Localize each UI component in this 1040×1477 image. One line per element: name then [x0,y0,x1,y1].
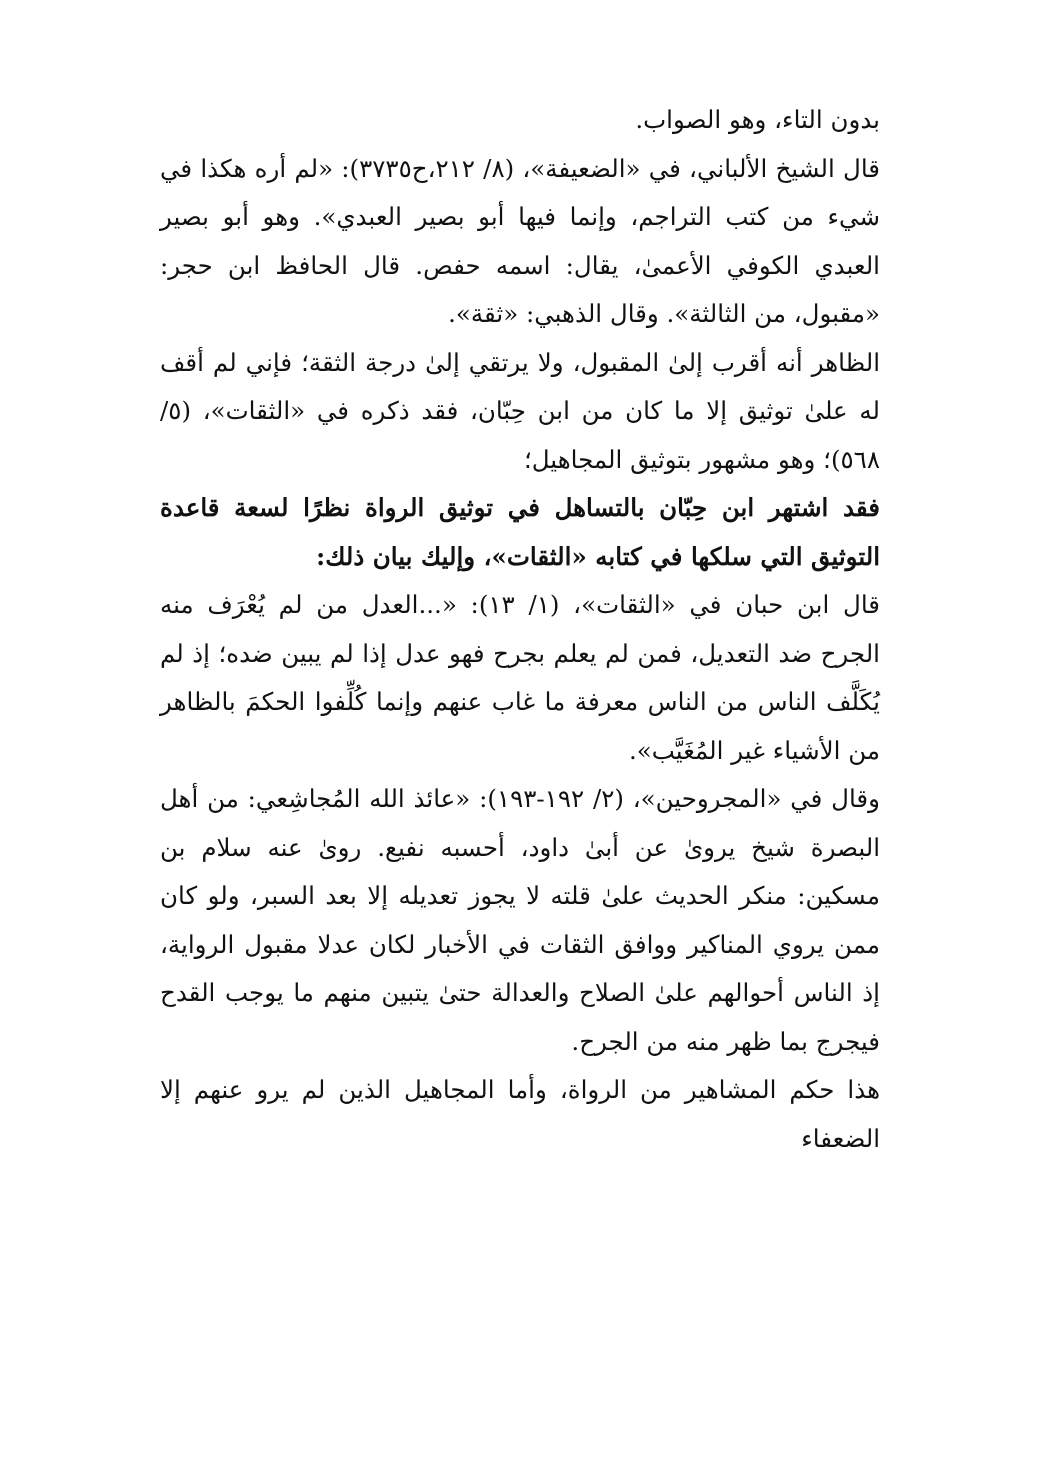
paragraph-3: الظاهر أنه أقرب إلىٰ المقبول، ولا يرتقي إلىٰ درجة الثقة؛ فإني لم أقف له علىٰ توثيق إلا ما كان من ابن حِبّان، فقد ذكره في «الثقات»، (٥/ ٥٦٨)؛ وهو مشهور بتوثيق المجاهيل؛ [160,347,880,474]
paragraph-7: هذا حكم المشاهير من الرواة، وأما المجاهيل الذين لم يرو عنهم إلا الضعفاء [160,1075,880,1153]
paragraph-6: وقال في «المجروحين»، (٢/ ١٩٢-١٩٣): «عائذ الله المُجاشِعي: من أهل البصرة شيخ يروىٰ عن أبىٰ داود، أحسبه نفيع. روىٰ عنه سلام بن مسكين: منكر الحديث علىٰ قلته لا يجوز تعديله إلا بعد السبر، ولو كان ممن يروي المناكير ووافق الثقات في الأخبار لكان عدلا مقبول الرواية، إذ الناس أحوالهم علىٰ الصلاح والعدالة حتىٰ يتبين منهم ما يوجب القدح فيجرج بما ظهر منه من الجرح. [160,784,880,1056]
paragraph-4-bold: فقد اشتهر ابن حِبّان بالتساهل في توثيق الرواة نظرًا لسعة قاعدة التوثيق التي سلكها في كتابه «الثقات»، وإليك بيان ذلك: [160,493,880,571]
paragraph-2: قال الشيخ الألباني، في «الضعيفة»، (٨/ ٢١٢،ح٣٧٣٥): «لم أره هكذا في شيء من كتب التراجم، وإنما فيها أبو بصير العبدي». وهو أبو بصير العبدي الكوفي الأعمىٰ، يقال: اسمه حفص. قال الحافظ ابن حجر: «مقبول، من الثالثة». وقال الذهبي: «ثقة». [160,153,881,328]
paragraph-1: بدون التاء، وهو الصواب. [635,105,880,134]
page-body [160,96,880,1163]
paragraph-5: قال ابن حبان في «الثقات»، (١/ ١٣): «...العدل من لم يُعْرَف منه الجرح ضد التعديل، فمن لم يعلم بجرح فهو عدل إذا لم يبين ضده؛ إذ لم يُكَلَّف الناس من الناس معرفة ما غاب عنهم وإنما كُلِّفوا الحكمَ بالظاهر من الأشياء غير المُغَيَّب». [160,590,880,765]
